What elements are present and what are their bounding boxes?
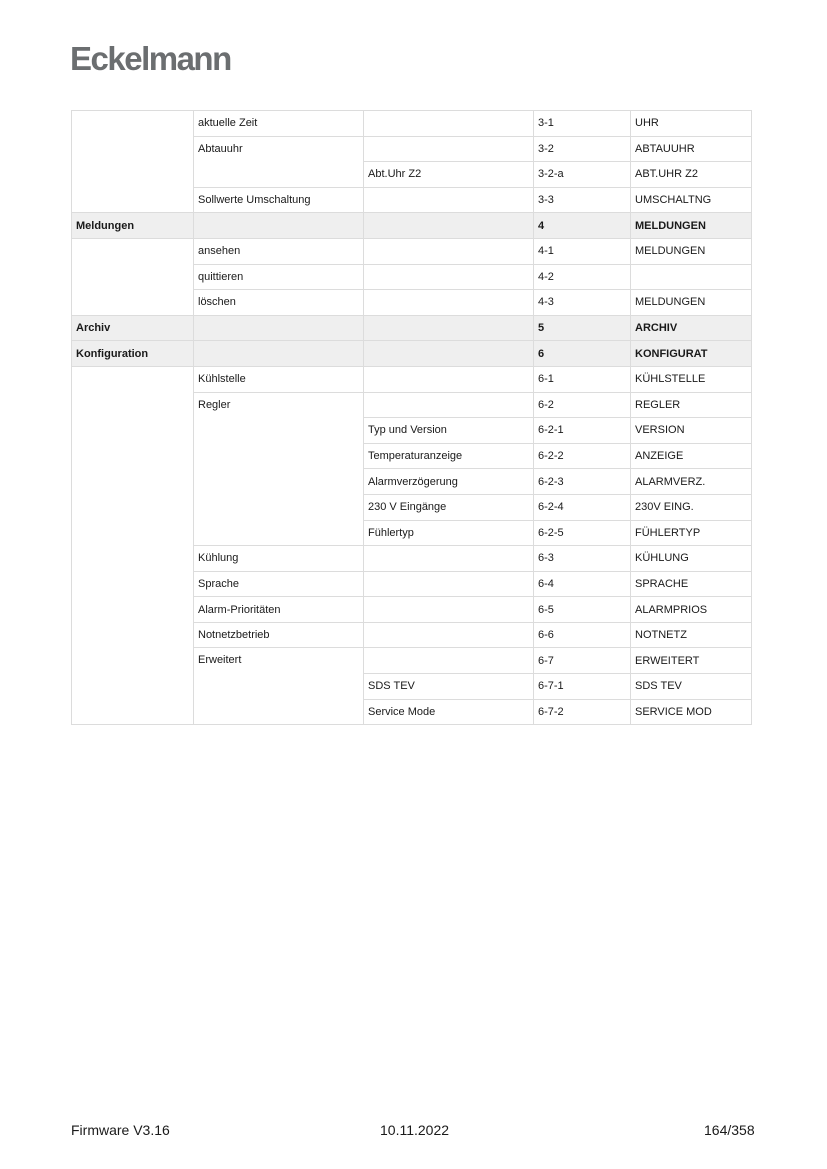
display-text: ANZEIGE (631, 443, 752, 469)
menu-code: 6-1 (534, 366, 631, 392)
menu-code: 4-2 (534, 264, 631, 290)
menu-code: 3-2 (534, 136, 631, 162)
display-text: MELDUNGEN (631, 213, 752, 239)
display-text: SDS TEV (631, 674, 752, 700)
submenu-item-label: Fühlertyp (364, 520, 534, 546)
display-text: SERVICE MOD (631, 699, 752, 725)
menu-code: 5 (534, 315, 631, 341)
menu-code: 6-7 (534, 648, 631, 674)
footer-page-number: 164/358 (704, 1122, 755, 1138)
display-text: ABTAUUHR (631, 136, 752, 162)
display-text: REGLER (631, 392, 752, 418)
submenu-item-label (364, 136, 534, 162)
menu-item-label: aktuelle Zeit (194, 111, 364, 137)
menu-code: 6-2-5 (534, 520, 631, 546)
menu-code: 3-3 (534, 187, 631, 213)
section-row-meldungen (72, 213, 752, 239)
submenu-item-label (364, 264, 534, 290)
section-title: Archiv (72, 315, 194, 341)
menu-code: 6-2 (534, 392, 631, 418)
menu-code: 4 (534, 213, 631, 239)
menu-item-label: Alarm-Prioritäten (194, 597, 364, 623)
display-text: ARCHIV (631, 315, 752, 341)
display-text: KÜHLUNG (631, 546, 752, 572)
display-text: ABT.UHR Z2 (631, 162, 752, 188)
menu-structure-table (71, 110, 752, 725)
display-text: NOTNETZ (631, 622, 752, 648)
submenu-item-label (364, 622, 534, 648)
menu-item-label: quittieren (194, 264, 364, 290)
display-text: ALARMVERZ. (631, 469, 752, 495)
eckelmann-logo: Eckelmann (70, 40, 231, 77)
menu-code: 6-2-3 (534, 469, 631, 495)
menu-item-label: ansehen (194, 238, 364, 264)
table-row (72, 238, 752, 264)
empty-cell (364, 315, 534, 341)
menu-item-label: Notnetzbetrieb (194, 622, 364, 648)
display-text: KONFIGURAT (631, 341, 752, 367)
submenu-item-label: Alarmverzögerung (364, 469, 534, 495)
empty-cell (194, 341, 364, 367)
empty-cell (364, 213, 534, 239)
menu-item-label: Sprache (194, 571, 364, 597)
submenu-item-label (364, 366, 534, 392)
display-text (631, 264, 752, 290)
display-text: 230V EING. (631, 494, 752, 520)
display-text: ALARMPRIOS (631, 597, 752, 623)
group-cell (72, 238, 194, 315)
empty-cell (194, 315, 364, 341)
display-text: UHR (631, 111, 752, 137)
display-text: MELDUNGEN (631, 290, 752, 316)
submenu-item-label (364, 648, 534, 674)
section-title: Konfiguration (72, 341, 194, 367)
display-text: SPRACHE (631, 571, 752, 597)
menu-code: 6-6 (534, 622, 631, 648)
submenu-item-label (364, 571, 534, 597)
footer-date: 10.11.2022 (380, 1122, 450, 1138)
submenu-item-label (364, 290, 534, 316)
menu-code: 6-2-4 (534, 494, 631, 520)
section-row-konfiguration (72, 341, 752, 367)
submenu-item-label: Abt.Uhr Z2 (364, 162, 534, 188)
empty-cell (364, 341, 534, 367)
footer-firmware-version: Firmware V3.16 (71, 1122, 170, 1138)
menu-code: 6-3 (534, 546, 631, 572)
menu-item-label: löschen (194, 290, 364, 316)
menu-code: 6-2-2 (534, 443, 631, 469)
submenu-item-label (364, 597, 534, 623)
submenu-item-label: SDS TEV (364, 674, 534, 700)
menu-code: 3-1 (534, 111, 631, 137)
submenu-item-label (364, 111, 534, 137)
section-row-archiv (72, 315, 752, 341)
submenu-item-label (364, 187, 534, 213)
display-text: VERSION (631, 418, 752, 444)
menu-code: 6-7-2 (534, 699, 631, 725)
menu-item-label: Kühlstelle (194, 366, 364, 392)
empty-cell (194, 213, 364, 239)
menu-code: 6-2-1 (534, 418, 631, 444)
menu-code: 6-5 (534, 597, 631, 623)
menu-code: 6-4 (534, 571, 631, 597)
submenu-item-label: Service Mode (364, 699, 534, 725)
group-cell (72, 111, 194, 213)
menu-code: 6 (534, 341, 631, 367)
display-text: FÜHLERTYP (631, 520, 752, 546)
menu-item-label: Sollwerte Umschaltung (194, 187, 364, 213)
menu-item-label: Erweitert (194, 648, 364, 725)
menu-code: 6-7-1 (534, 674, 631, 700)
display-text: ERWEITERT (631, 648, 752, 674)
menu-code: 3-2-a (534, 162, 631, 188)
group-cell (72, 366, 194, 724)
display-text: UMSCHALTNG (631, 187, 752, 213)
section-title: Meldungen (72, 213, 194, 239)
menu-item-label: Regler (194, 392, 364, 546)
table-row (72, 111, 752, 137)
submenu-item-label (364, 546, 534, 572)
submenu-item-label: Typ und Version (364, 418, 534, 444)
menu-item-label: Abtauuhr (194, 136, 364, 187)
display-text: MELDUNGEN (631, 238, 752, 264)
submenu-item-label (364, 238, 534, 264)
submenu-item-label: Temperaturanzeige (364, 443, 534, 469)
menu-item-label: Kühlung (194, 546, 364, 572)
table-row (72, 366, 752, 392)
display-text: KÜHLSTELLE (631, 366, 752, 392)
menu-code: 4-3 (534, 290, 631, 316)
submenu-item-label (364, 392, 534, 418)
menu-code: 4-1 (534, 238, 631, 264)
submenu-item-label: 230 V Eingänge (364, 494, 534, 520)
